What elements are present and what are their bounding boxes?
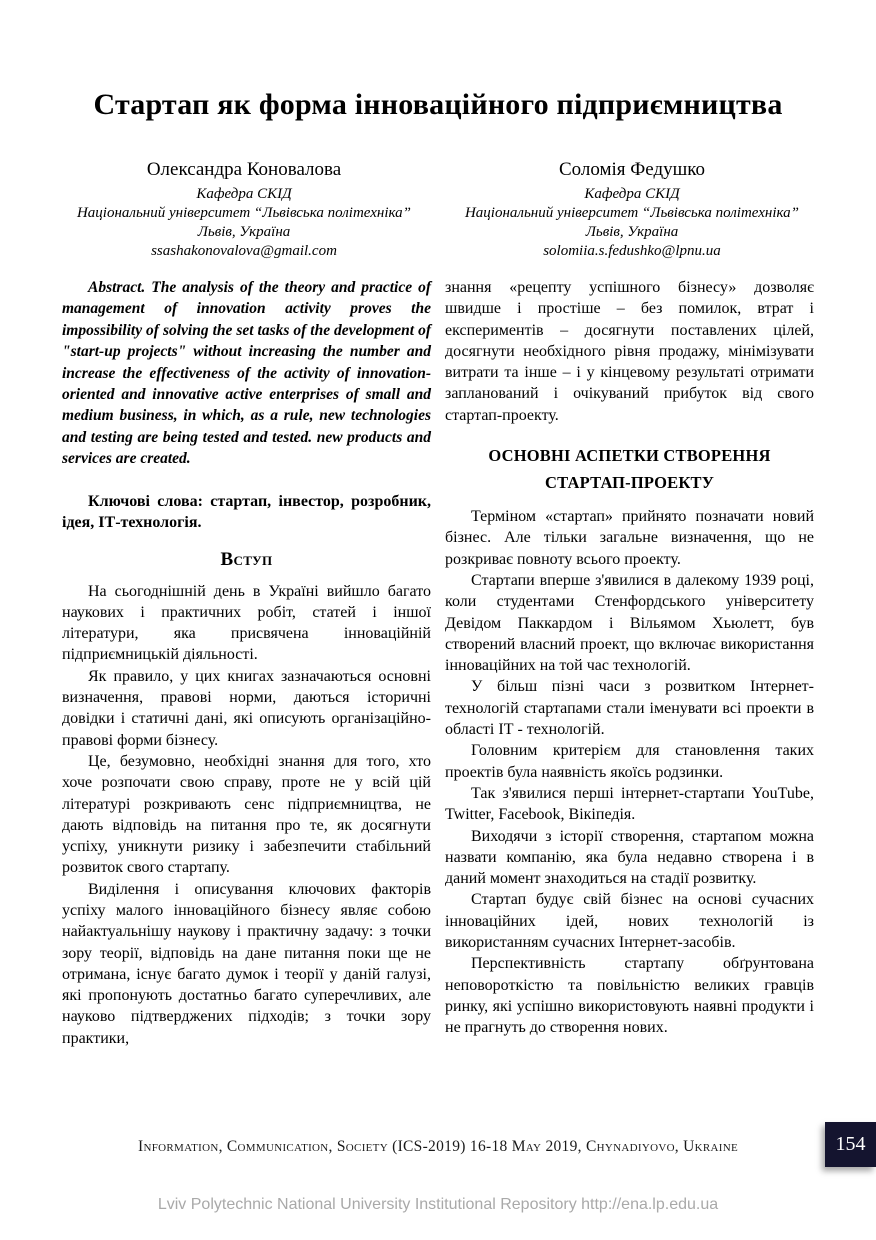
body-paragraph: Перспективність стартапу обґрунтована неповороткістю та повільністю великих гравців ринку, які успішно використовують наявні продукти і не прагнуть до створення нових. (445, 955, 814, 1037)
body-paragraph: Це, безумовно, необхідні знання для того, хто хоче розпочати свою справу, проте не у всій цій літературі розкривають сенс підприємництва, не дають відповідь на питання про те, як досягнути успіху, уникнути ризику і забезпечити стабільний розвиток свого стартапу. (62, 752, 431, 877)
body-paragraph: Стартапи вперше з'явилися в далекому 1939 році, коли студентами Стенфордського університету Девідом Паккардом і Вільямом Хьюлетт, був створений власний проект, що включає використання інноваційних на той час технологій. (445, 571, 814, 675)
authors-row (50, 158, 826, 261)
author-block-2 (438, 158, 826, 261)
body-paragraph: Так з'явилися перші інтернет-стартапи YouTube, Twitter, Facebook, Вікіпедія. (445, 784, 814, 824)
body-paragraph-continuation: знання «рецепту успішного бізнесу» дозволяє швидше і простіше – без помилок, втрат і експериментів – досягнути поставлених цілей, досягнути необхідного рівня продажу, мінімізувати витрати та інше – і у кінцевому результаті отримати запланований і очікуваний прибуток від свого стартап-проекту. (445, 279, 814, 424)
keywords-paragraph: Ключові слова: стартап, інвестор, розробник, ідея, ІТ-технологія. (62, 492, 431, 531)
section-heading-intro: Вступ (220, 549, 273, 571)
body-columns (62, 277, 814, 1049)
body-paragraph: На сьогоднішній день в Україні вийшло багато наукових і практичних робіт, статей і іншої літератури, яка присвячена інноваційній підприємницькій діяльності. (62, 582, 431, 664)
body-paragraph: Головним критерієм для становлення таких проектів була наявність якоїсь родзинки. (445, 742, 814, 781)
author-university: Національний університет “Львівська політехніка” (464, 205, 800, 221)
author-name: Соломія Федушко (558, 159, 706, 180)
left-column (62, 277, 431, 1049)
author-email: solomiia.s.fedushko@lpnu.ua (543, 243, 721, 259)
author-department: Кафедра СКІД (196, 186, 292, 202)
author-department: Кафедра СКІД (584, 186, 680, 202)
author-name: Олександра Коновалова (146, 159, 342, 180)
section-heading-main-aspects: ОСНОВНІ АСПЕТКИ СТВОРЕННЯ СТАРТАП-ПРОЕКТУ (488, 446, 771, 493)
body-paragraph: Як правило, у цих книгах зазначаються основні визначення, правові норми, даються історичні довідки і статичні дані, які описують організаційно-правові форми бізнесу. (62, 667, 431, 749)
author-location: Львів, Україна (197, 224, 291, 240)
body-paragraph: Виділення і описування ключових факторів успіху малого інноваційного бізнесу являє собою найактуальнішу наукову і практичну задачу: з точки зору теорії, відповідь на дане питання поки ще не отримана, існує багато думок і теорії у даній галузі, які пропонують достатньо багато суперечливих, але науково підтверджених підходів; з точки зору практики, (62, 880, 431, 1047)
right-column (445, 277, 814, 1049)
page-number-badge (825, 1122, 876, 1167)
paper-title: Стартап як форма інноваційного підприємництва (93, 88, 783, 121)
body-paragraph: У більш пізні часи з розвитком Інтернет-технологій стартапами стали іменувати всі проекти в області ІТ - технологій. (445, 678, 814, 739)
repository-line: Lviv Polytechnic National University Institutional Repository http://ena.lp.edu.ua (157, 1196, 719, 1213)
author-block-1 (50, 158, 438, 261)
author-email: ssashakonovalova@gmail.com (151, 243, 337, 259)
abstract-paragraph: Abstract. The analysis of the theory and practice of management of innovation activity proves the impossibility of solving the set tasks of the development of "start-up projects" without increasing the number and increase the effectiveness of the activity of innovation-oriented and innovative active enterprises of small and medium business, in which, as a rule, new technologies and testing are being tested and tested. new products and services are created. (62, 279, 431, 468)
author-university: Національний університет “Львівська політехніка” (76, 205, 412, 221)
body-paragraph: Терміном «стартап» прийнято позначати новий бізнес. Але тільки загальне визначення, що не розкриває повноту всього проекту. (445, 508, 814, 568)
body-paragraph: Стартап будує свій бізнес на основі сучасних інноваційних ідей, нових технологій із використанням сучасних Інтернет-засобів. (445, 891, 814, 952)
body-paragraph: Виходячи з історії створення, стартапом можна назвати компанію, яка була недавно створена і в даний момент знаходиться на стадії розвитку. (445, 827, 814, 888)
author-location: Львів, Україна (585, 224, 679, 240)
page-number: 154 (835, 1133, 866, 1155)
footer-conference-line: Information, Communication, Society (ICS-2019) 16-18 May 2019, Chynadiyovo, Ukraine (137, 1138, 739, 1155)
